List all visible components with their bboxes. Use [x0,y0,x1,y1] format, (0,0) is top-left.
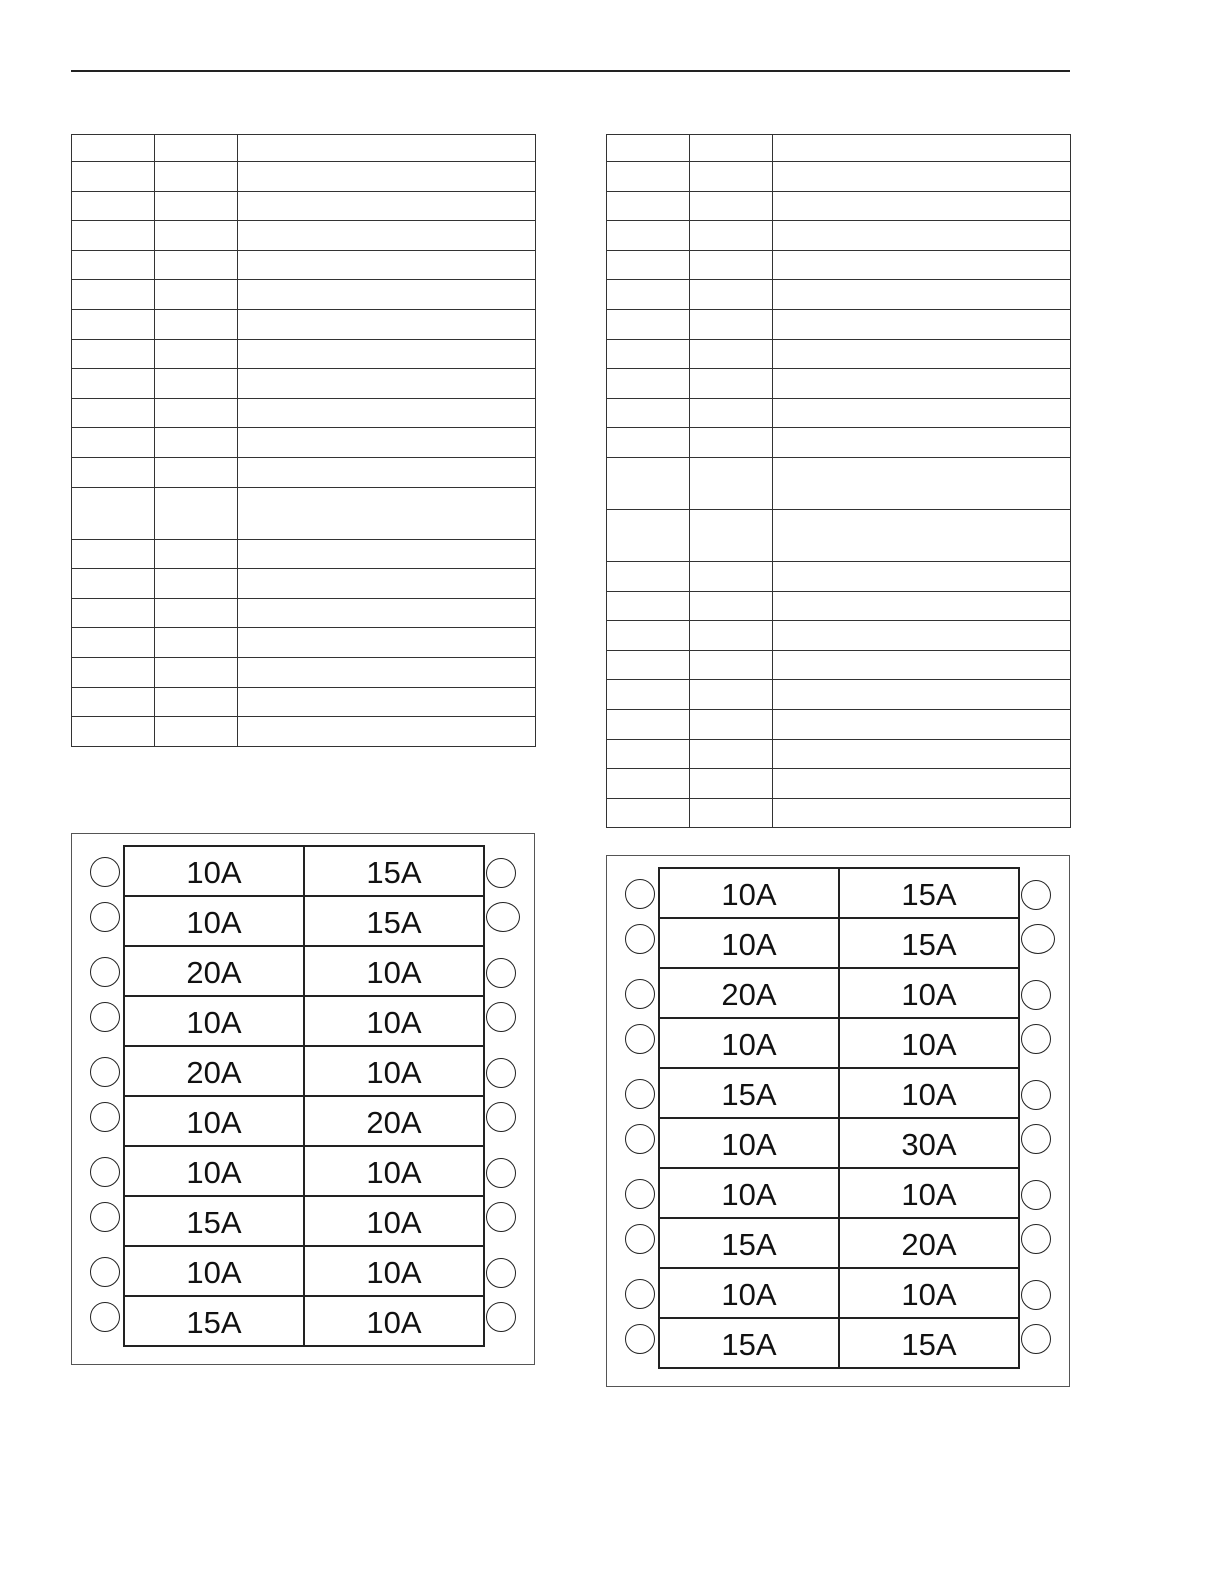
fuse-row [660,1117,1018,1167]
terminal-circle-left [90,857,120,887]
table-cell [72,539,155,569]
terminal-circle-left [625,1079,655,1109]
fuse-rating: 20A [660,969,840,1017]
table-cell [72,457,155,487]
table-cell [238,687,536,717]
fuse-row [125,1145,483,1195]
fuse-rating: 10A [901,1277,957,1312]
terminal-circle-right [486,902,520,932]
terminal-circle-left [625,924,655,954]
fuse-rating: 10A [366,955,422,990]
table-cell [155,598,238,628]
terminal-circle-right [486,1302,516,1332]
table-cell [238,487,536,539]
table-cell [690,650,773,680]
table-cell [773,457,1071,509]
table-cell [72,309,155,339]
table-cell [690,221,773,251]
table-cell [155,487,238,539]
table-cell [238,569,536,599]
table-row [607,621,1071,651]
table-cell [773,650,1071,680]
fuse-rating: 10A [660,869,840,917]
fuse-rating: 10A [366,1305,422,1340]
table-row [607,591,1071,621]
header-rule [71,70,1070,72]
fuse-rating: 30A [901,1127,957,1162]
table-cell [155,457,238,487]
fuse-row [660,1217,1018,1267]
fuse-row [660,917,1018,967]
table-cell [773,591,1071,621]
fuse-rating: 10A [125,847,305,895]
table-cell [607,369,690,399]
table-cell [155,428,238,458]
table-row [72,398,536,428]
table-cell [690,680,773,710]
fuse-rating: 10A [125,1097,305,1145]
table-cell [607,680,690,710]
fuse-rating: 15A [901,877,957,912]
terminal-circle-right [486,858,516,888]
table-row [607,309,1071,339]
table-cell [773,621,1071,651]
fuse-row [125,1245,483,1295]
table-row [607,339,1071,369]
fuse-row [125,847,483,895]
table-cell [773,798,1071,828]
table-row [72,250,536,280]
fuse-row [660,869,1018,917]
table-cell [690,250,773,280]
table-cell [690,162,773,192]
table-cell [690,739,773,769]
table-cell [690,398,773,428]
fuse-rating: 10A [660,1019,840,1067]
fuse-row [125,1045,483,1095]
table-row [607,650,1071,680]
fuse-description-table-left [71,134,536,747]
table-cell [238,657,536,687]
terminal-circle-left [90,1257,120,1287]
terminal-circle-left [625,1124,655,1154]
table-cell [607,162,690,192]
table-cell [238,135,536,162]
terminal-circle-right [1021,980,1051,1010]
table-cell [607,798,690,828]
table-cell [72,339,155,369]
table-cell [773,398,1071,428]
table-row [607,680,1071,710]
fuse-row [125,1295,483,1345]
table-cell [607,509,690,561]
table-cell [773,162,1071,192]
table-cell [72,687,155,717]
table-cell [690,280,773,310]
terminal-circle-left [625,1024,655,1054]
fuse-rating: 15A [901,1327,957,1362]
fuse-rating: 10A [125,1247,305,1295]
table-row [607,798,1071,828]
fuse-rating: 15A [125,1197,305,1245]
terminal-circle-right [1021,1180,1051,1210]
terminal-circle-right [1021,1224,1051,1254]
table-cell [155,657,238,687]
table-cell [238,539,536,569]
table-cell [238,250,536,280]
fuse-rating: 10A [125,997,305,1045]
fuse-rating: 10A [901,1177,957,1212]
table-cell [155,569,238,599]
table-row [607,162,1071,192]
terminal-circle-left [625,979,655,1009]
table-cell [607,398,690,428]
table-cell [690,191,773,221]
table-cell [238,191,536,221]
table-cell [155,339,238,369]
table-row [72,717,536,747]
table-row [607,457,1071,509]
table-cell [238,280,536,310]
table-cell [773,309,1071,339]
table-cell [773,769,1071,799]
table-row [72,539,536,569]
table-cell [773,221,1071,251]
terminal-circle-right [486,1158,516,1188]
table-cell [607,250,690,280]
terminal-circle-right [1021,924,1055,954]
table-row [607,280,1071,310]
table-row [72,457,536,487]
table-cell [155,162,238,192]
table-cell [690,428,773,458]
fuse-rating: 15A [660,1319,840,1367]
terminal-circle-left [90,1302,120,1332]
terminal-circle-right [486,1202,516,1232]
table-row [607,428,1071,458]
terminal-circle-left [625,1179,655,1209]
fuse-panel-diagram-right [606,855,1070,1387]
table-cell [607,135,690,162]
terminal-circle-left [90,1102,120,1132]
fuse-rating: 20A [125,947,305,995]
fuse-rating: 15A [125,1297,305,1345]
fuse-row [125,1195,483,1245]
table-cell [607,309,690,339]
table-row [72,191,536,221]
table-cell [72,135,155,162]
terminal-circle-right [1021,1080,1051,1110]
terminal-circle-left [625,1224,655,1254]
fuse-rating: 20A [901,1227,957,1262]
table-cell [238,162,536,192]
fuse-panel-diagram-left [71,833,535,1365]
table-row [72,598,536,628]
fuse-rating: 10A [660,1169,840,1217]
fuse-rating: 10A [901,977,957,1012]
fuse-row [660,1317,1018,1367]
fuse-rating: 15A [901,927,957,962]
fuse-description-table-right [606,134,1071,828]
table-cell [155,309,238,339]
table-cell [155,250,238,280]
table-cell [238,221,536,251]
table-cell [607,591,690,621]
fuse-rating: 10A [366,1155,422,1190]
fuse-row [660,967,1018,1017]
table-cell [155,687,238,717]
fuse-row [660,1167,1018,1217]
table-cell [72,398,155,428]
table-cell [690,309,773,339]
table-cell [773,191,1071,221]
table-cell [607,739,690,769]
fuse-rating: 15A [366,905,422,940]
table-row [72,162,536,192]
table-cell [773,339,1071,369]
table-cell [155,369,238,399]
table-cell [72,598,155,628]
table-cell [72,221,155,251]
table-cell [607,339,690,369]
table-cell [773,250,1071,280]
fuse-rating: 10A [660,1119,840,1167]
table-cell [238,398,536,428]
fuse-rating: 10A [366,1005,422,1040]
table-cell [690,621,773,651]
table-cell [773,680,1071,710]
table-cell [72,162,155,192]
terminal-circle-left [625,879,655,909]
table-row [607,509,1071,561]
terminal-circle-right [486,1002,516,1032]
table-row [72,657,536,687]
fuse-rating: 10A [366,1205,422,1240]
table-cell [690,457,773,509]
table-cell [690,509,773,561]
fuse-row [660,1067,1018,1117]
terminal-circle-left [90,1002,120,1032]
fuse-rating: 20A [366,1105,422,1140]
terminal-circle-right [486,1058,516,1088]
table-cell [72,280,155,310]
table-cell [773,739,1071,769]
terminal-circle-left [625,1279,655,1309]
terminal-circle-right [1021,1280,1051,1310]
table-cell [155,628,238,658]
table-cell [607,428,690,458]
fuse-rating: 10A [901,1077,957,1112]
fuse-rating: 15A [660,1219,840,1267]
table-cell [72,569,155,599]
table-cell [607,769,690,799]
terminal-circle-left [90,1057,120,1087]
table-row [72,280,536,310]
table-row [72,487,536,539]
table-cell [238,598,536,628]
table-cell [690,561,773,591]
table-cell [773,369,1071,399]
table-cell [72,369,155,399]
table-row [607,369,1071,399]
table-cell [238,428,536,458]
table-row [72,339,536,369]
table-cell [155,280,238,310]
fuse-rating: 10A [366,1055,422,1090]
terminal-circle-left [90,1202,120,1232]
table-cell [72,428,155,458]
table-cell [238,628,536,658]
table-cell [155,221,238,251]
fuse-row [660,1017,1018,1067]
table-cell [238,717,536,747]
table-row [72,569,536,599]
table-cell [773,709,1071,739]
fuse-row [125,895,483,945]
table-cell [690,769,773,799]
table-row [607,191,1071,221]
table-row [607,250,1071,280]
fuse-rating: 10A [660,1269,840,1317]
fuse-grid [123,845,485,1347]
table-cell [72,657,155,687]
table-row [607,739,1071,769]
fuse-rating: 15A [366,855,422,890]
fuse-rating: 10A [901,1027,957,1062]
table-cell [773,135,1071,162]
table-cell [690,709,773,739]
fuse-rating: 20A [125,1047,305,1095]
table-cell [607,191,690,221]
terminal-circle-right [1021,880,1051,910]
table-cell [72,487,155,539]
table-cell [607,621,690,651]
table-cell [607,709,690,739]
table-row [607,221,1071,251]
fuse-rating: 10A [366,1255,422,1290]
fuse-grid [658,867,1020,1369]
terminal-circle-right [1021,1324,1051,1354]
table-cell [607,650,690,680]
fuse-rating: 10A [125,897,305,945]
table-cell [773,561,1071,591]
fuse-row [125,995,483,1045]
terminal-circle-left [90,957,120,987]
fuse-row [125,1095,483,1145]
table-cell [773,280,1071,310]
table-cell [773,509,1071,561]
table-cell [607,221,690,251]
table-row [607,135,1071,162]
table-row [72,687,536,717]
table-cell [155,191,238,221]
table-row [607,769,1071,799]
table-row [607,398,1071,428]
terminal-circle-left [90,902,120,932]
terminal-circle-right [486,1258,516,1288]
table-cell [607,457,690,509]
table-row [72,628,536,658]
fuse-row [660,1267,1018,1317]
table-cell [773,428,1071,458]
table-row [72,369,536,399]
table-row [607,709,1071,739]
table-cell [155,135,238,162]
terminal-circle-right [1021,1124,1051,1154]
terminal-circle-left [90,1157,120,1187]
terminal-circle-right [486,958,516,988]
table-cell [690,135,773,162]
fuse-rating: 15A [660,1069,840,1117]
fuse-row [125,945,483,995]
table-cell [72,717,155,747]
table-cell [607,561,690,591]
table-cell [155,717,238,747]
table-cell [690,591,773,621]
fuse-rating: 10A [660,919,840,967]
table-cell [238,457,536,487]
fuse-rating: 10A [125,1147,305,1195]
table-cell [607,280,690,310]
terminal-circle-right [486,1102,516,1132]
table-cell [690,339,773,369]
terminal-circle-left [625,1324,655,1354]
table-cell [690,798,773,828]
terminal-circle-right [1021,1024,1051,1054]
table-cell [238,369,536,399]
table-row [72,135,536,162]
table-cell [238,309,536,339]
table-cell [155,398,238,428]
table-cell [238,339,536,369]
table-row [72,309,536,339]
table-cell [72,250,155,280]
table-row [72,221,536,251]
table-cell [155,539,238,569]
table-row [72,428,536,458]
table-row [607,561,1071,591]
table-cell [690,369,773,399]
table-cell [72,191,155,221]
table-cell [72,628,155,658]
